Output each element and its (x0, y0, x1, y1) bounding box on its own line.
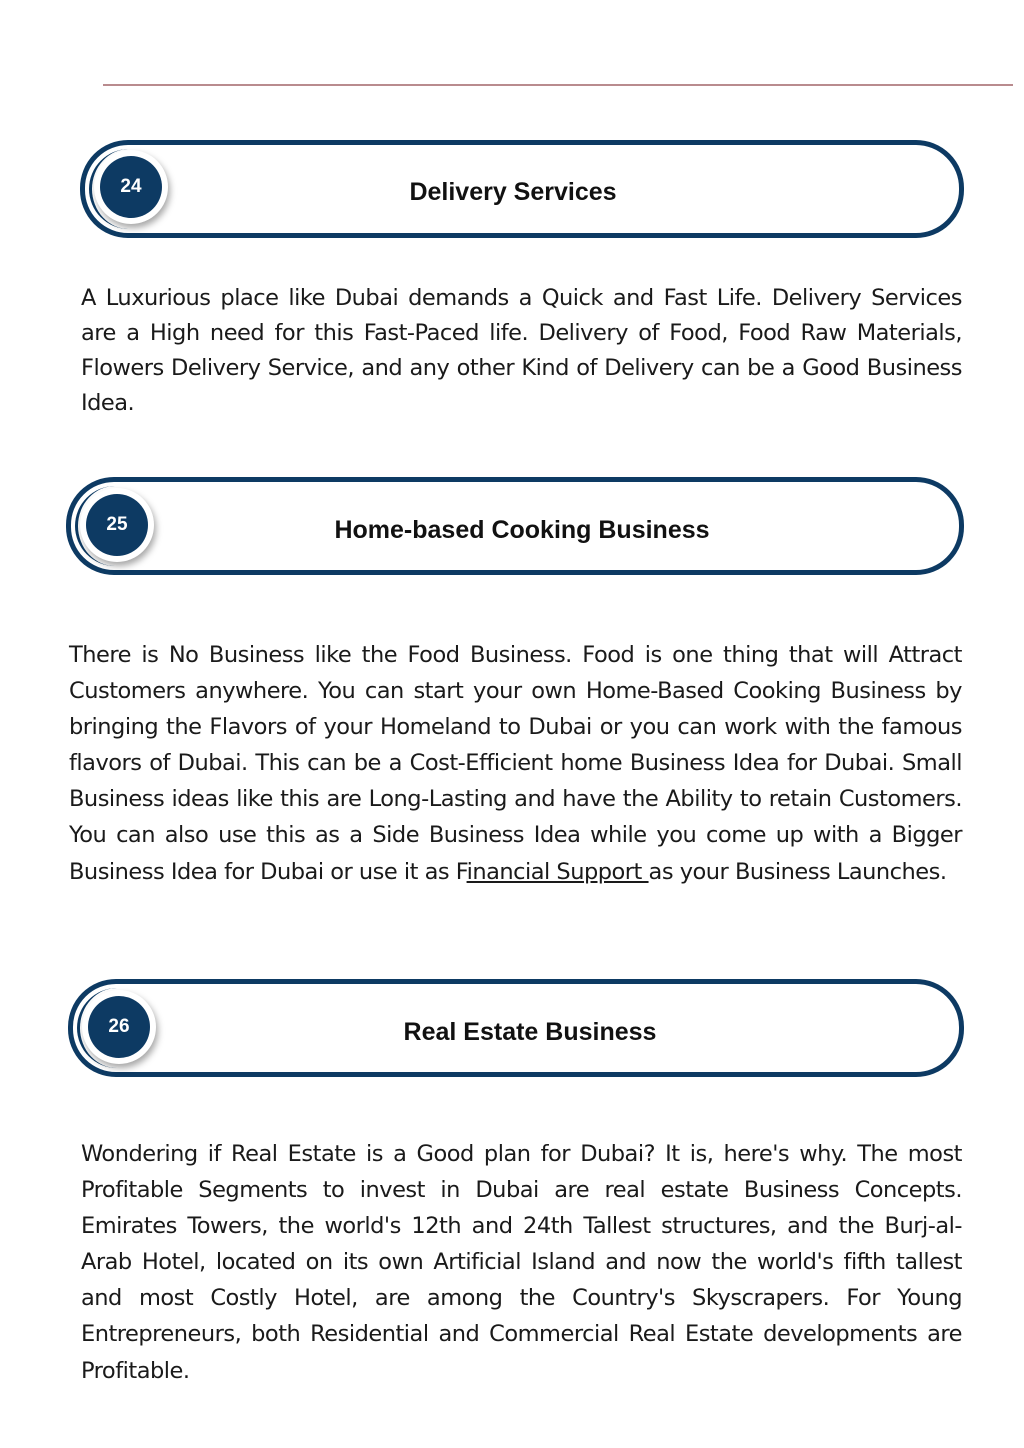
section-body (69, 637, 962, 890)
section-number: 26 (88, 996, 150, 1058)
section-title: Home-based Cooking Business (334, 516, 710, 544)
section-number-badge (94, 150, 168, 224)
section-number-badge (82, 990, 156, 1064)
section-number: 25 (86, 494, 148, 556)
section-number-badge (80, 488, 154, 562)
section-body-text-end: as your Business Launches. (648, 858, 947, 885)
section-title: Real Estate Business (403, 1018, 657, 1046)
section-body: A Luxurious place like Dubai demands a Quick and Fast Life. Delivery Services are a High need for this Fast-Paced life. Delivery of Food, Food Raw Materials, Flowers Delivery Service, and any other Kind of Delivery can be a Good Business Idea. (81, 285, 962, 416)
section-title: Delivery Services (409, 178, 617, 206)
financial-support-link[interactable]: inancial Support (466, 858, 649, 885)
section-body: Wondering if Real Estate is a Good plan for Dubai? It is, here's why. The most Profitable Segments to invest in Dubai are real estate Business Concepts. Emirates Towers, the world's 12th and 24th Tallest structures, and the Burj-al-Arab Hotel, located on its own Artificial Island and now the world's fifth tallest and most Costly Hotel, are among the Country's Skyscrapers. For Young Entrepreneurs, both Residential and Commercial Real Estate developments are Profitable. (81, 1141, 962, 1384)
section-number: 24 (100, 156, 162, 218)
top-divider (103, 84, 1013, 86)
section-body-text: There is No Business like the Food Business. Food is one thing that will Attract Customers anywhere. You can start your own Home-Based Cooking Business by bringing the Flavors of your Homeland to Dubai or you can work with the famous flavors of Dubai. This can be a Cost-Efficient home Business Idea for Dubai. Small Business ideas like this are Long-Lasting and have the Ability to retain Customers. You can also use this as a Side Business Idea while you come up with a Bigger Business Idea for Dubai or use it as F (69, 642, 962, 885)
